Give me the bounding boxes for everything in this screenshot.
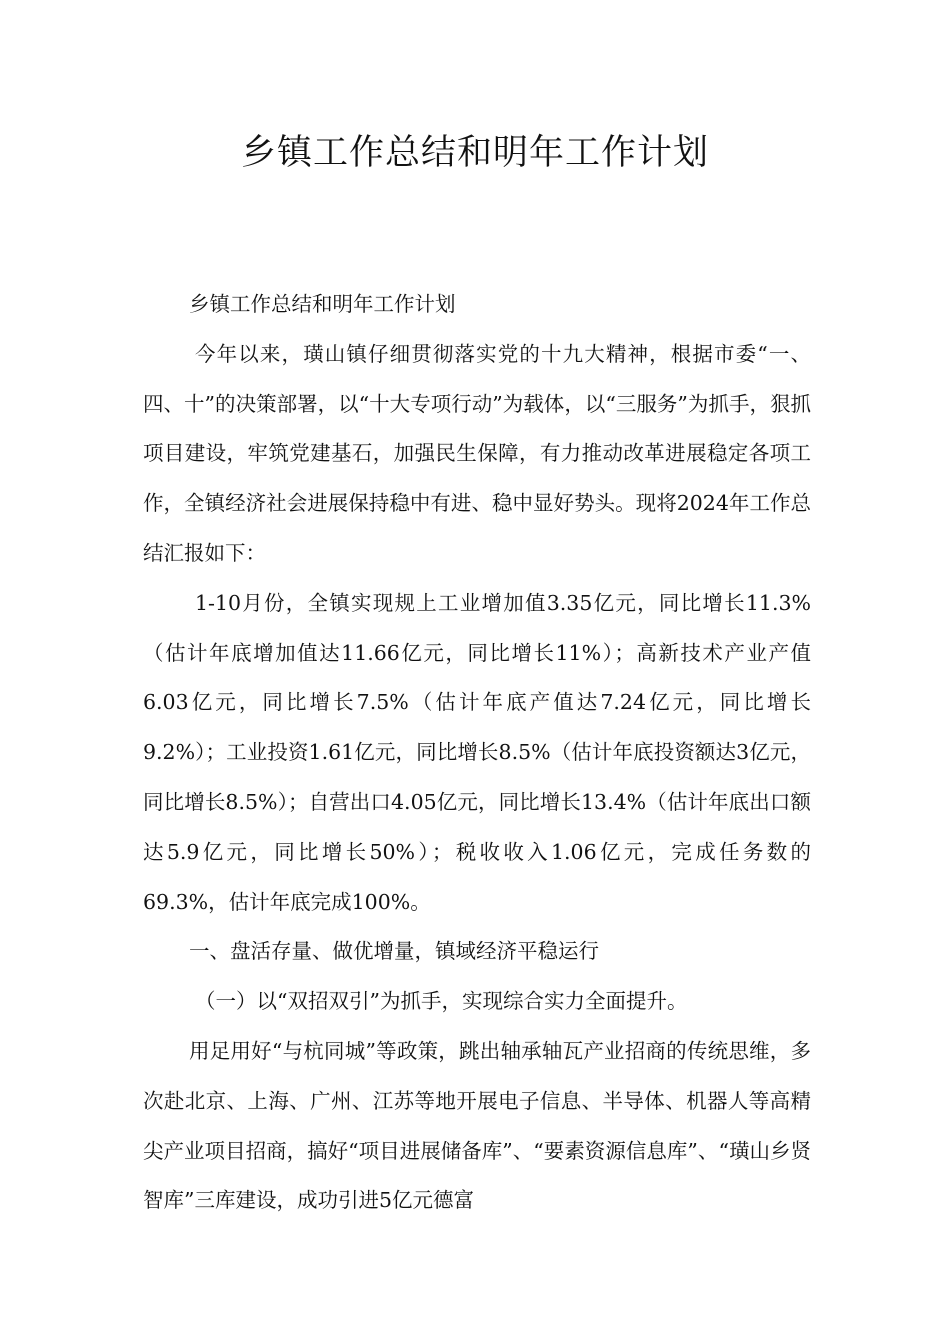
section-heading-1: 一、盘活存量、做优增量，镇域经济平稳运行	[189, 939, 599, 964]
body-paragraph-investment: 用足用好“与杭同城”等政策，跳出轴承轴瓦产业招商的传统思维，多次赴北京、上海、广州、江苏等地开展电子信息、半导体、机器人等高精尖产业项目招商，搞好“项目进展储备库”、“要素资源信息库”、“璜山乡贤智库”三库建设，成功引进5亿元德富	[143, 1038, 811, 1213]
body-paragraph-intro: 今年以来，璜山镇仔细贯彻落实党的十九大精神，根据市委“一、四、十”的决策部署，以“十大专项行动”为载体，以“三服务”为抓手，狠抓项目建设，牢筑党建基石，加强民生保障，有力推动改革进展稳定各项工作，全镇经济社会进展保持稳中有进、稳中显好势头。现将2024年工作总结汇报如下：	[143, 341, 811, 565]
document-title: 乡镇工作总结和明年工作计划	[240, 133, 709, 173]
subsection-heading-1: （一）以“双招双引”为抓手，实现综合实力全面提升。	[195, 989, 688, 1014]
document-body	[143, 280, 811, 1226]
body-paragraph-heading: 乡镇工作总结和明年工作计划	[189, 292, 456, 316]
body-paragraph-statistics: 1-10月份，全镇实现规上工业增加值3.35亿元，同比增长11.3%（估计年底增加值达11.66亿元，同比增长11%）；高新技术产业产值6.03亿元，同比增长7.5%（估计年底产值达7.24亿元，同比增长9.2%）；工业投资1.61亿元，同比增长8.5%（估计年底投资额达3亿元，同比增长8.5%）；自营出口4.05亿元，同比增长13.4%（估计年底出口额达5.9亿元，同比增长50%）；税收收入1.06亿元，完成任务数的69.3%，估计年底完成100%。	[143, 590, 811, 914]
